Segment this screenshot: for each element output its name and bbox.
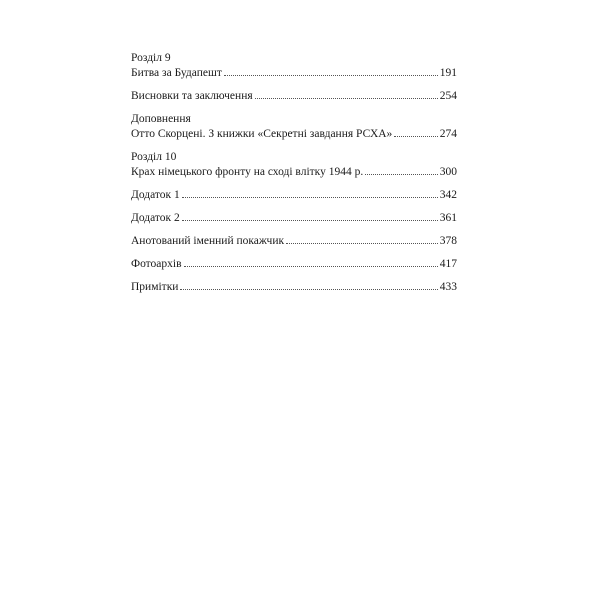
dot-leader — [182, 196, 438, 198]
toc-entry — [131, 188, 457, 203]
toc-group-notes — [131, 280, 457, 295]
toc-entry — [131, 165, 457, 180]
toc-group-chapter-10 — [131, 150, 457, 180]
dot-leader — [286, 242, 438, 244]
toc-entry-title: Крах німецького фронту на сході влітку 1944 р. — [131, 166, 364, 178]
toc-entry-title: Анотований іменний покажчик — [131, 235, 285, 247]
dot-leader — [255, 97, 438, 99]
toc-entry-page: 417 — [439, 258, 457, 270]
toc-entry — [131, 234, 457, 249]
toc-group-chapter-9 — [131, 51, 457, 81]
toc-entry — [131, 66, 457, 81]
dot-leader — [224, 74, 438, 76]
toc-entry-title: Додаток 2 — [131, 212, 180, 224]
dot-leader — [365, 173, 438, 175]
toc-entry — [131, 257, 457, 272]
toc-entry — [131, 211, 457, 226]
toc-entry-title: Битва за Будапешт — [131, 67, 222, 79]
toc-group-appendix-2 — [131, 211, 457, 226]
toc-group-photo-archive — [131, 257, 457, 272]
dot-leader — [184, 265, 438, 267]
toc-group-conclusions — [131, 89, 457, 104]
toc-entry-title: Примітки — [131, 281, 179, 293]
toc-entry-page: 254 — [439, 90, 457, 102]
toc-entry — [131, 89, 457, 104]
toc-entry-page: 191 — [439, 67, 457, 79]
toc-entry-title: Висновки та заключення — [131, 90, 253, 102]
toc-entry-title: Додаток 1 — [131, 189, 180, 201]
toc-entry-page: 274 — [439, 128, 457, 140]
dot-leader — [180, 288, 437, 290]
toc-entry-title: Фотоархів — [131, 258, 182, 270]
toc-entry-page: 433 — [439, 281, 457, 293]
toc-entry-page: 361 — [439, 212, 457, 224]
toc-group-appendix-1 — [131, 188, 457, 203]
toc-heading: Доповнення — [131, 113, 191, 125]
toc-entry-page: 342 — [439, 189, 457, 201]
toc-entry-title: Отто Скорцені. З книжки «Секретні завдання РСХА» — [131, 128, 393, 140]
toc-entry — [131, 280, 457, 295]
toc-group-name-index — [131, 234, 457, 249]
toc-entry — [131, 127, 457, 142]
table-of-contents — [131, 51, 457, 295]
toc-heading: Розділ 9 — [131, 52, 171, 64]
dot-leader — [394, 135, 437, 137]
dot-leader — [182, 219, 438, 221]
toc-entry-page: 378 — [439, 235, 457, 247]
toc-entry-page: 300 — [439, 166, 457, 178]
toc-group-supplement — [131, 112, 457, 142]
toc-heading: Розділ 10 — [131, 151, 177, 163]
